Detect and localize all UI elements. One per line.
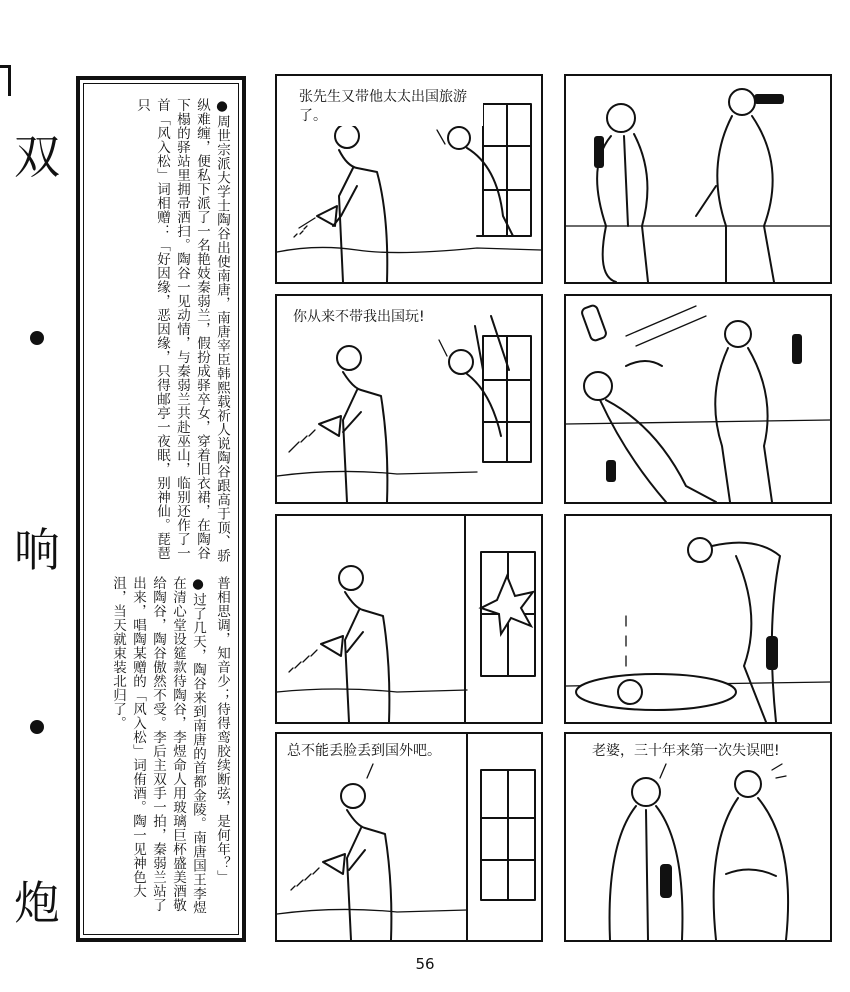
comic-panel-8: [564, 732, 832, 942]
title-dot-2: [30, 720, 44, 734]
panel-2-art: [566, 76, 830, 282]
panel-8-art: [566, 734, 830, 940]
title-strip: [0, 40, 75, 940]
comic-panel-1: [275, 74, 543, 284]
story-box: [76, 76, 246, 942]
panel-7-art: [277, 734, 541, 940]
panel-6-art: [566, 516, 830, 722]
panel-8-caption: 老婆，三十年来第一次失误吧!: [592, 743, 780, 759]
page-number: 56: [415, 955, 435, 973]
story-paragraph-3: ●过了几天，陶谷来到南唐的首都金陵。南唐国王李煜在清心堂设筵款待陶谷，李煜命人用玻璃巨杯盛美酒敬给陶谷，陶谷傲然不受。李后主双手一拍，秦弱兰站了出来，唱陶某赠的「风入松」词侑酒。陶一见神色大沮，当天就束装北归了。: [110, 576, 206, 915]
comic-panel-2: [564, 74, 832, 284]
story-paragraph-1: ●周世宗派大学士陶谷出使南唐，南唐宰臣韩熙载祈人说陶谷跟高于顶、骄纵难缠，便私下派了一名艳妓秦弱兰，假扮成驿卒女，穿着旧衣裙，在陶谷下榻的驿站里拥帚洒扫。陶谷一见动情，与秦弱兰共赴巫山，临别还作了一首「风入松」词相赠：「好因缘，恶因缘，只得邮亭一夜眠，别神仙。琵琶只: [134, 98, 230, 563]
panel-5-art: [277, 516, 541, 722]
title-char-2: 响: [14, 523, 60, 577]
comic-panel-6: [564, 514, 832, 724]
comic-panel-5: [275, 514, 543, 724]
panel-7-caption: 总不能丢脸丢到国外吧。: [287, 743, 441, 759]
comic-panel-4: [564, 294, 832, 504]
title-char-3: 炮: [14, 876, 60, 930]
story-paragraph-2: 普相思调，知音少；待得鸾胶续断弦，是何年？」: [214, 576, 230, 884]
title-char-1: 双: [14, 130, 60, 184]
comic-panel-3: [275, 294, 543, 504]
title-dot-1: [30, 331, 44, 345]
corner-mark: [0, 65, 11, 96]
comic-panel-7: [275, 732, 543, 942]
panel-1-caption: 张先生又带他太太出国旅游了。: [299, 88, 483, 126]
panel-3-caption: 你从来不带我出国玩!: [293, 309, 425, 325]
panel-4-art: [566, 296, 830, 502]
